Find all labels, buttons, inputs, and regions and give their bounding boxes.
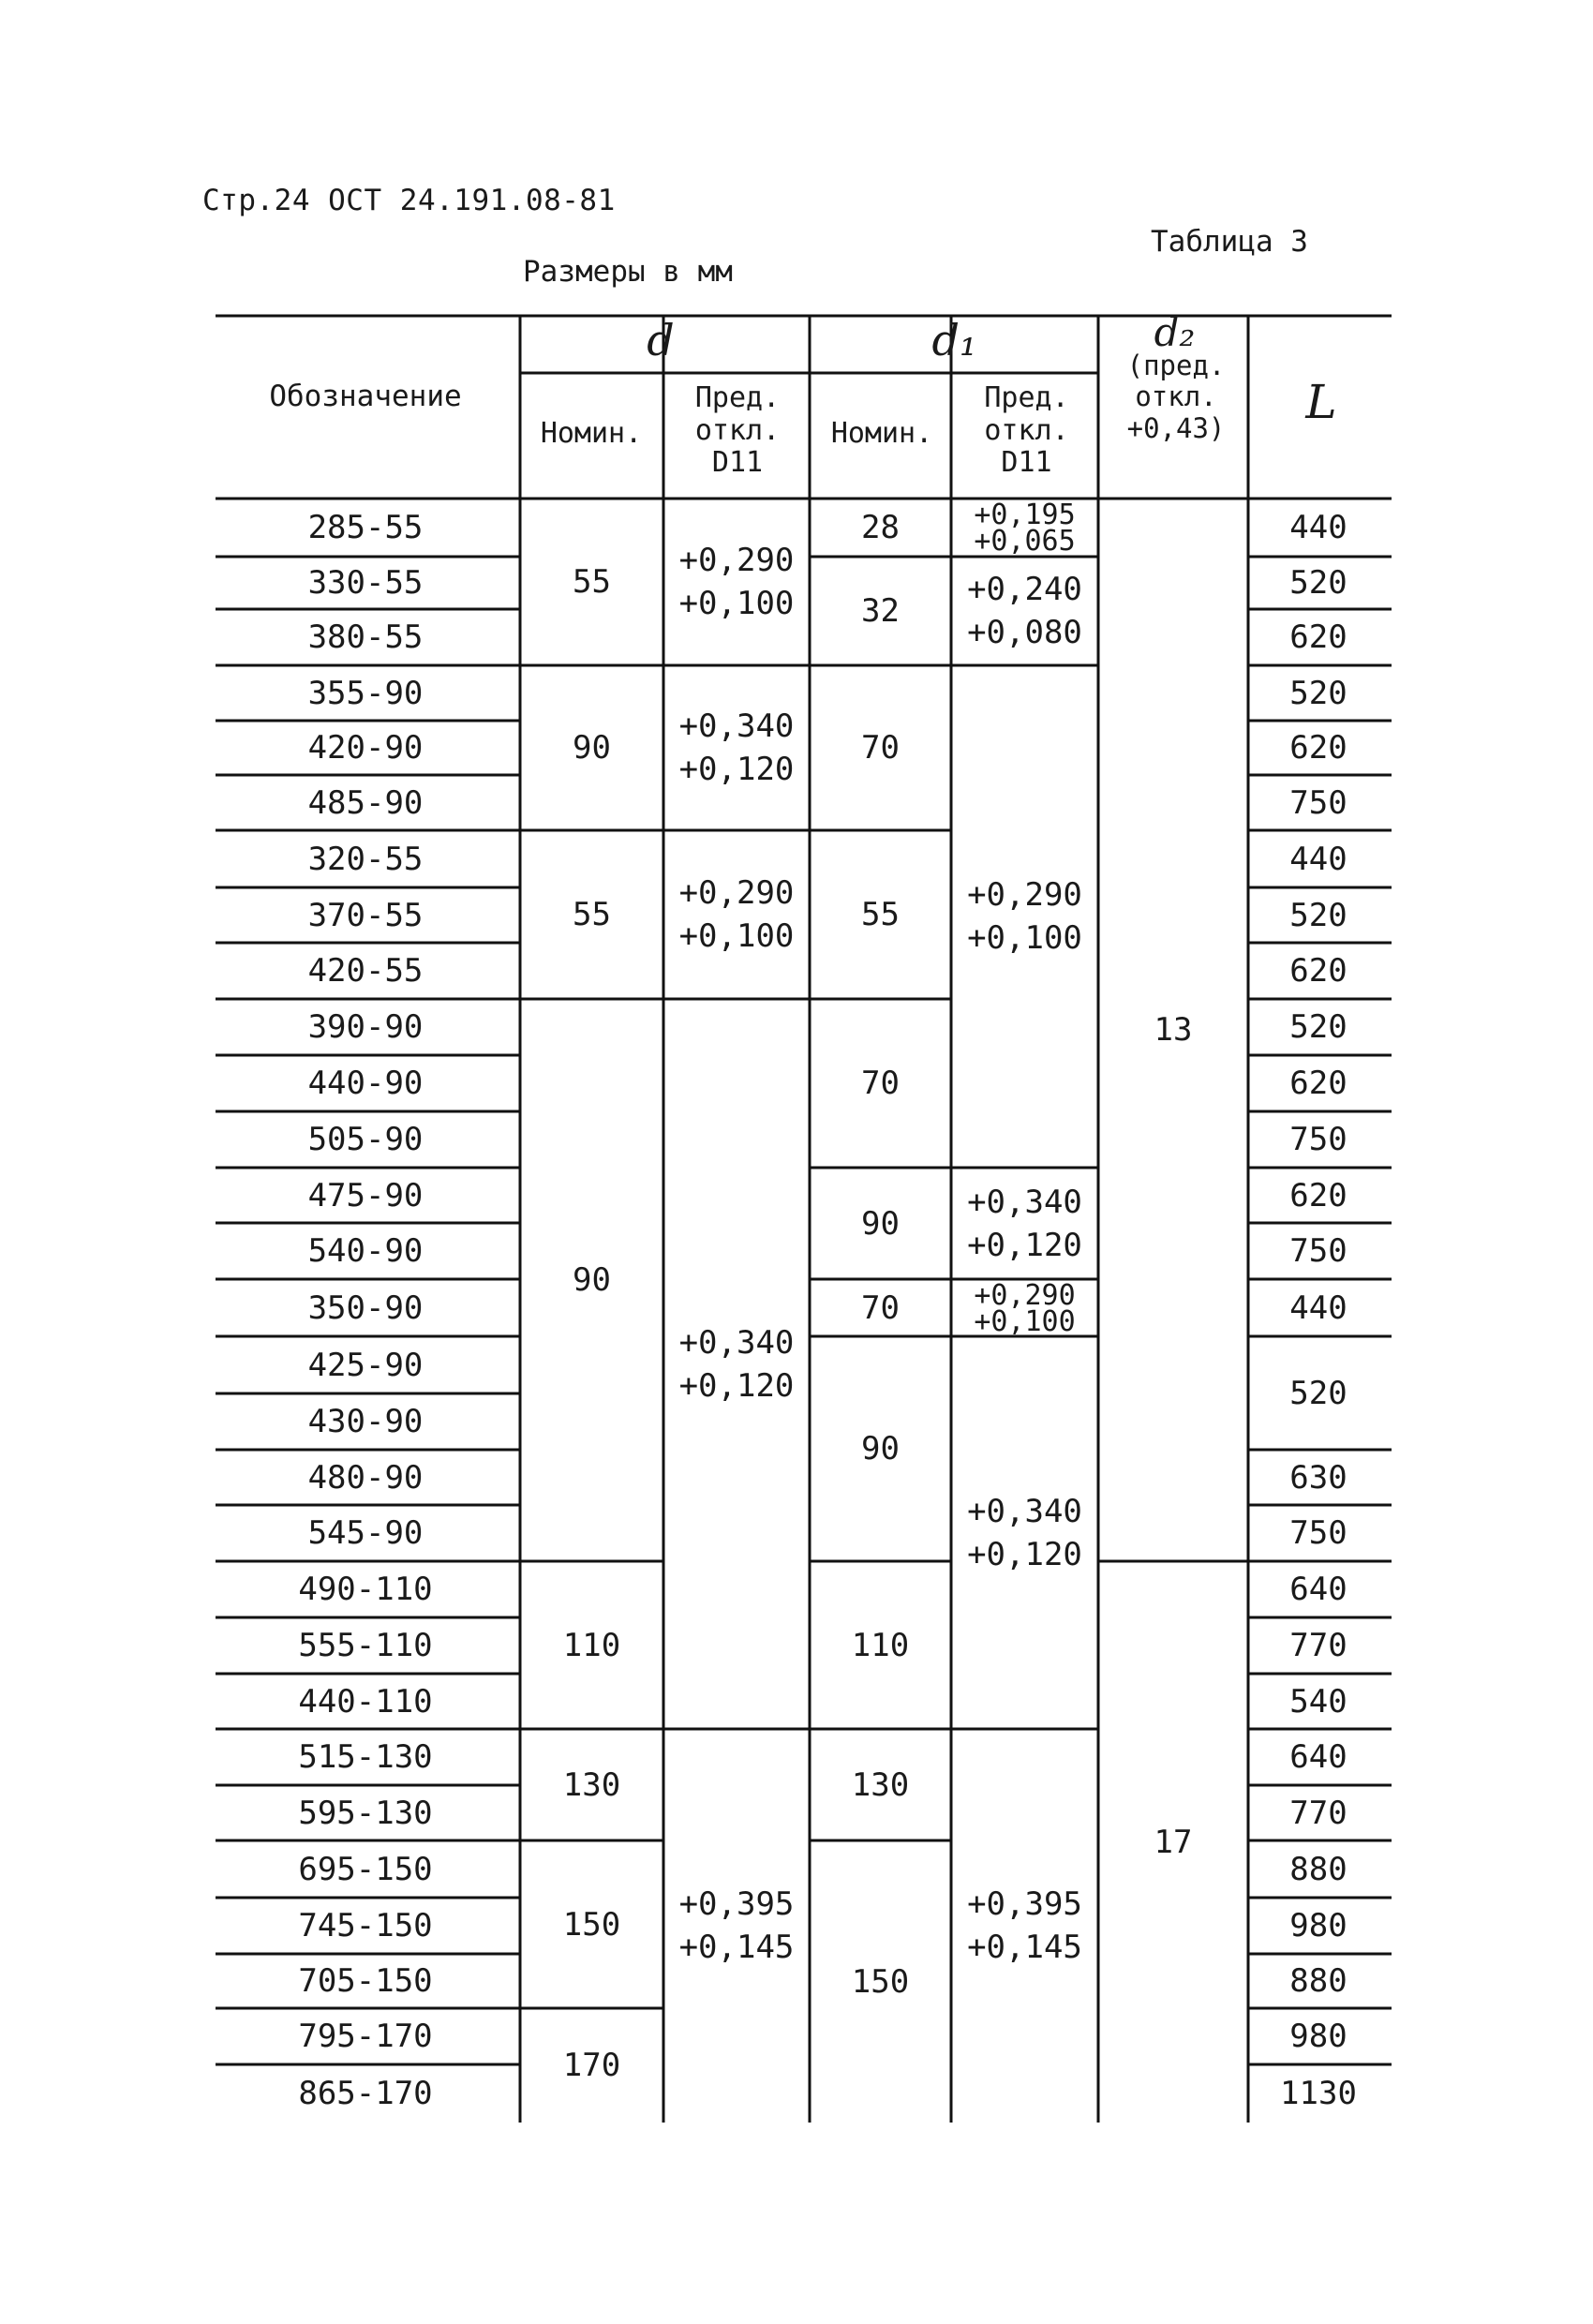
designation-cell: 515-130 — [298, 1738, 433, 1776]
L-cell: 640 — [1289, 1571, 1347, 1608]
d-deviation-lower: +0,100 — [678, 917, 795, 955]
L-cell: 630 — [1289, 1458, 1347, 1497]
d1-deviation-upper: +0,340 — [967, 1183, 1082, 1221]
d1-nominal-cell: 110 — [851, 1626, 910, 1664]
d-nominal-cell: 90 — [573, 1261, 611, 1299]
d-deviation-lower: +0,145 — [678, 1929, 795, 1966]
L-cell: 980 — [1289, 2018, 1347, 2055]
d-nominal-cell: 90 — [573, 729, 611, 767]
L-cell: 520 — [1289, 1008, 1347, 1046]
header-designation: Обозначение — [269, 380, 462, 413]
units-label: Размеры в мм — [523, 255, 733, 289]
L-cell: 750 — [1289, 1121, 1347, 1158]
designation-cell: 595-130 — [298, 1794, 433, 1832]
d-deviation-upper: +0,290 — [678, 542, 795, 579]
L-cell: 520 — [1289, 564, 1347, 602]
designation-cell: 475-90 — [307, 1176, 424, 1214]
page-header: Стр.24 ОСТ 24.191.08-81 — [202, 184, 616, 217]
d-deviation-lower: +0,120 — [678, 1366, 795, 1405]
L-cell: 620 — [1289, 1176, 1347, 1214]
designation-cell: 380-55 — [307, 618, 424, 656]
d1-nominal-cell: 150 — [851, 1962, 910, 2001]
L-cell: 1130 — [1280, 2075, 1357, 2112]
d1-deviation-lower: +0,145 — [967, 1929, 1082, 1966]
d1-nominal-cell: 70 — [861, 729, 900, 767]
d1-nominal-cell: 90 — [861, 1430, 900, 1467]
d-deviation-lower: +0,120 — [678, 751, 795, 788]
designation-cell: 330-55 — [307, 564, 424, 602]
L-cell: 540 — [1289, 1682, 1347, 1721]
d-nominal-cell: 55 — [573, 563, 611, 601]
d2-cell: 13 — [1154, 1011, 1193, 1049]
designation-cell: 485-90 — [307, 783, 424, 822]
table-label: Таблица 3 — [1151, 225, 1308, 259]
L-cell: 770 — [1289, 1794, 1347, 1832]
L-cell: 520 — [1289, 1374, 1347, 1412]
d-deviation-upper: +0,340 — [678, 1323, 795, 1362]
header-d2-note: (пред. откл. +0,43) — [1126, 350, 1226, 444]
d1-deviation-lower: +0,100 — [974, 1304, 1076, 1338]
designation-cell: 370-55 — [307, 896, 424, 934]
d-nominal-cell: 170 — [562, 2047, 621, 2084]
d-deviation-upper: +0,290 — [678, 874, 795, 912]
designation-cell: 545-90 — [307, 1514, 424, 1552]
d1-nominal-cell: 55 — [861, 896, 900, 933]
designation-cell: 440-110 — [298, 1682, 433, 1721]
L-cell: 520 — [1289, 674, 1347, 712]
header-d1: d₁ — [931, 315, 977, 365]
d1-deviation-lower: +0,065 — [974, 525, 1076, 558]
d1-deviation-lower: +0,120 — [967, 1226, 1082, 1264]
d-deviation-upper: +0,395 — [678, 1885, 795, 1923]
designation-cell: 505-90 — [307, 1121, 424, 1158]
designation-cell: 795-170 — [298, 2018, 433, 2055]
designation-cell: 440-90 — [307, 1065, 424, 1102]
d1-deviation-upper: +0,395 — [967, 1885, 1082, 1923]
d-nominal-cell: 130 — [562, 1765, 621, 1804]
d-nominal-cell: 150 — [562, 1905, 621, 1944]
L-cell: 620 — [1289, 1065, 1347, 1102]
d1-nominal-cell: 90 — [861, 1204, 900, 1243]
designation-cell: 430-90 — [307, 1403, 424, 1440]
L-cell: 620 — [1289, 952, 1347, 990]
d1-deviation-lower: +0,120 — [967, 1535, 1082, 1573]
L-cell: 880 — [1289, 1962, 1347, 2000]
L-cell: 980 — [1289, 1907, 1347, 1944]
designation-cell: 420-90 — [307, 729, 424, 767]
header-d-nominal: Номин. — [540, 417, 643, 450]
designation-cell: 555-110 — [298, 1627, 433, 1664]
d-deviation-lower: +0,100 — [678, 585, 795, 622]
d1-nominal-cell: 28 — [861, 509, 900, 546]
header-d1-deviation: Пред. откл. D11 — [984, 381, 1069, 479]
header-d2: d₂ — [1154, 309, 1196, 355]
d1-nominal-cell: 70 — [861, 1289, 900, 1327]
header-d: d — [647, 315, 675, 365]
d2-cell: 17 — [1154, 1823, 1193, 1861]
d1-deviation-lower: +0,080 — [967, 614, 1082, 651]
d1-deviation-upper: +0,240 — [967, 571, 1082, 608]
d1-deviation-lower: +0,100 — [967, 919, 1082, 957]
d1-deviation-upper: +0,340 — [967, 1492, 1082, 1530]
d-nominal-cell: 110 — [562, 1626, 621, 1664]
designation-cell: 355-90 — [307, 674, 424, 712]
L-cell: 440 — [1289, 1289, 1347, 1327]
header-d-deviation: Пред. откл. D11 — [694, 381, 781, 479]
L-cell: 750 — [1289, 783, 1347, 822]
L-cell: 620 — [1289, 618, 1347, 656]
L-cell: 520 — [1289, 896, 1347, 934]
designation-cell: 420-55 — [307, 952, 424, 990]
d1-nominal-cell: 130 — [851, 1765, 910, 1804]
d1-deviation-upper: +0,290 — [967, 876, 1082, 914]
designation-cell: 540-90 — [307, 1232, 424, 1270]
designation-cell: 320-55 — [307, 840, 424, 878]
designation-cell: 425-90 — [307, 1346, 424, 1384]
header-L: L — [1305, 375, 1337, 429]
designation-cell: 390-90 — [307, 1008, 424, 1046]
L-cell: 750 — [1289, 1514, 1347, 1552]
d-deviation-upper: +0,340 — [678, 708, 795, 745]
designation-cell: 285-55 — [307, 509, 424, 546]
L-cell: 620 — [1289, 729, 1347, 767]
d-nominal-cell: 55 — [573, 896, 611, 933]
L-cell: 880 — [1289, 1850, 1347, 1888]
designation-cell: 705-150 — [298, 1962, 433, 2000]
L-cell: 770 — [1289, 1627, 1347, 1664]
d1-nominal-cell: 70 — [861, 1065, 900, 1102]
designation-cell: 350-90 — [307, 1289, 424, 1327]
d1-deviation-upper: +0,195 — [974, 499, 1076, 531]
header-d1-nominal: Номин. — [830, 417, 933, 450]
designation-cell: 695-150 — [298, 1850, 433, 1888]
designation-cell: 490-110 — [298, 1571, 433, 1608]
d1-deviation-upper: +0,290 — [974, 1278, 1076, 1312]
L-cell: 440 — [1289, 840, 1347, 878]
L-cell: 750 — [1289, 1232, 1347, 1270]
designation-cell: 745-150 — [298, 1907, 433, 1944]
designation-cell: 480-90 — [307, 1458, 424, 1497]
L-cell: 440 — [1289, 509, 1347, 546]
L-cell: 640 — [1289, 1738, 1347, 1776]
d1-nominal-cell: 32 — [861, 592, 900, 630]
designation-cell: 865-170 — [298, 2075, 433, 2112]
